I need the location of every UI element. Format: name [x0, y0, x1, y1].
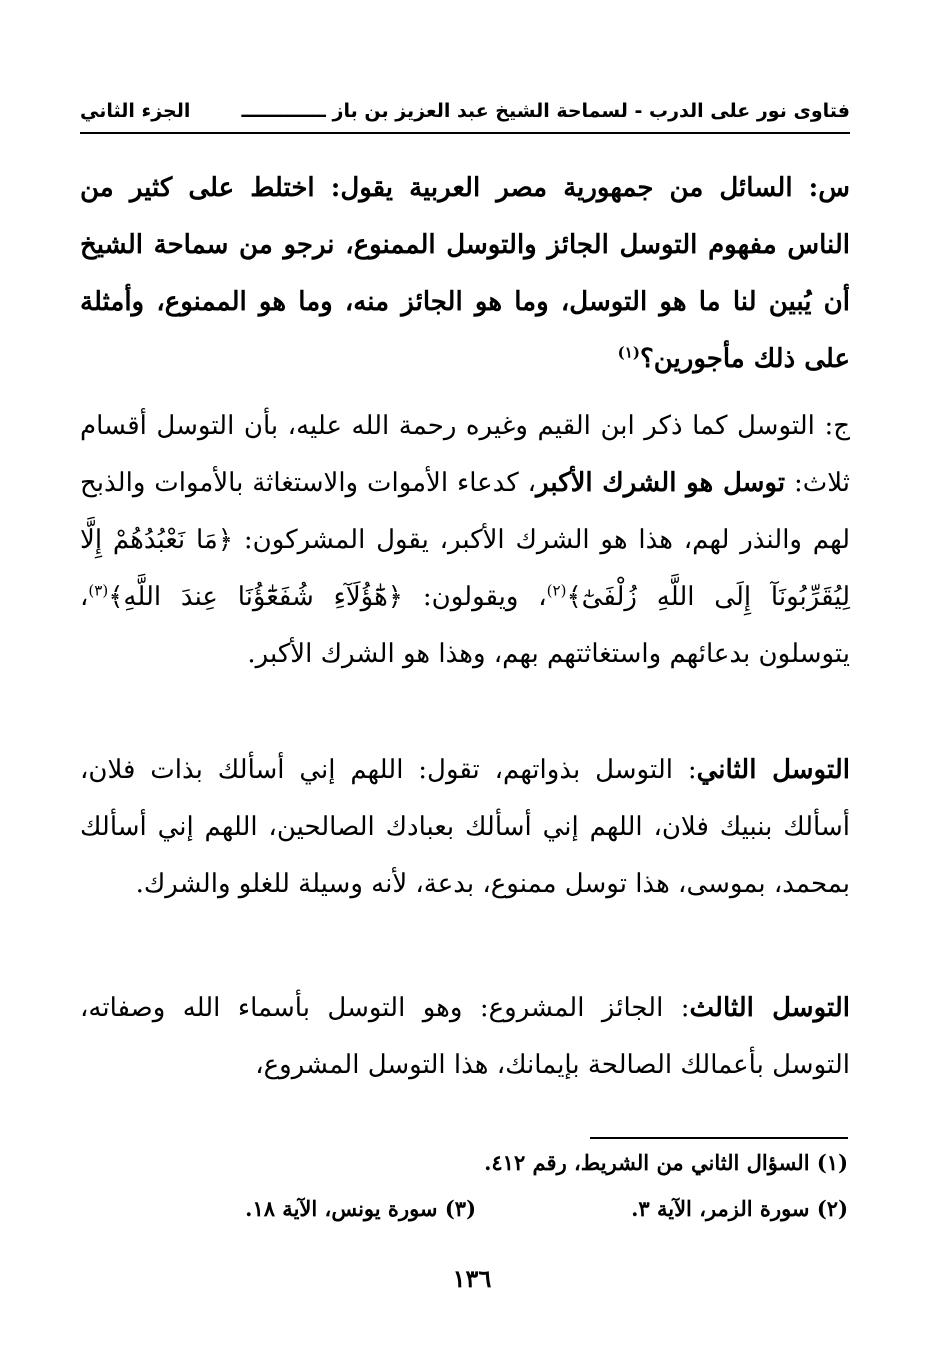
- header-book-title: [241, 100, 850, 122]
- third-type-text: : الجائز المشروع: وهو التوسل بأسماء الله وصفاته، التوسل بأعمالك الصالحة بإيمانك، هذا التوسل المشروع،: [80, 993, 850, 1080]
- footnote-3: (٣) سورة يونس، الآية ١٨.: [245, 1196, 476, 1221]
- footnote-rule: [590, 1137, 848, 1139]
- quran-verse-2: ﴿هَٰٓؤُلَآءِ شُفَعَٰٓؤُنَا عِندَ اللَّهِ﴾: [108, 582, 404, 612]
- question-text: السائل من جمهورية مصر العربية يقول: اختلط على كثير من الناس مفهوم التوسل الجائز والتوسل الممنوع، نرجو من سماحة الشيخ أن يُبين لنا ما هو التوسل، وما هو الجائز منه، وما هو الممنوع، وأمثلة على ذلك مأجورين؟: [80, 173, 850, 374]
- question-lead: س:: [808, 173, 850, 203]
- answer-part2: ، كدعاء الأموات والاستغاثة بالأموات والذبح لهم والنذر لهم، هذا هو الشرك الأكبر، يقول المشركون:: [80, 468, 851, 555]
- quran-verse-1: ﴿مَا نَعْبُدُهُمْ إِلَّا لِيُقَرِّبُونَآ إِلَى اللَّهِ زُلْفَىٰٓ﴾: [80, 525, 850, 612]
- footnote-ref-1: (١): [617, 343, 640, 362]
- header-book-title-text: فتاوى نور على الدرب - لسماحة الشيخ عبد العزيز بن باز: [332, 100, 850, 122]
- running-header: [80, 92, 850, 132]
- page-number: ١٣٦: [452, 1264, 492, 1293]
- answer-part3: ، ويقولون:: [422, 582, 547, 612]
- header-part: الجزء الثاني: [80, 100, 191, 122]
- answer-part1: ج: التوسل كما ذكر ابن القيم وغيره رحمة الله عليه، بأن التوسل أقسام ثلاث:: [80, 411, 850, 498]
- question-paragraph: [80, 160, 850, 388]
- third-type-label: التوسل الثالث: [689, 993, 850, 1023]
- third-type-paragraph: [80, 980, 850, 1094]
- footnote-2: (٢) سورة الزمر، الآية ٣.: [631, 1196, 848, 1221]
- answer-label: توسل هو الشرك الأكبر: [536, 468, 786, 498]
- answer-paragraph: [80, 398, 850, 683]
- footnote-ref-2: (٢): [546, 581, 567, 600]
- answer-part4: ، يتوسلون بدعائهم واستغاثتهم بهم، وهذا هو الشرك الأكبر.: [80, 582, 850, 669]
- second-type-text: : التوسل بذواتهم، تقول: اللهم إني أسألك بذات فلان، أسألك بنبيك فلان، اللهم إني أسألك بعبادك الصالحين، اللهم إني أسألك بمحمد، بموسى، هذا توسل ممنوع، بدعة، لأنه وسيلة للغلو والشرك.: [80, 755, 850, 899]
- header-separator: ـــــــــــــ: [241, 100, 326, 122]
- header-rule: [80, 132, 850, 134]
- footnote-ref-3: (٣): [88, 581, 109, 600]
- second-type-label: التوسل الثاني: [696, 755, 850, 785]
- footnote-1: (١) السؤال الثاني من الشريط، رقم ٤١٢.: [484, 1150, 848, 1175]
- second-type-paragraph: [80, 742, 850, 913]
